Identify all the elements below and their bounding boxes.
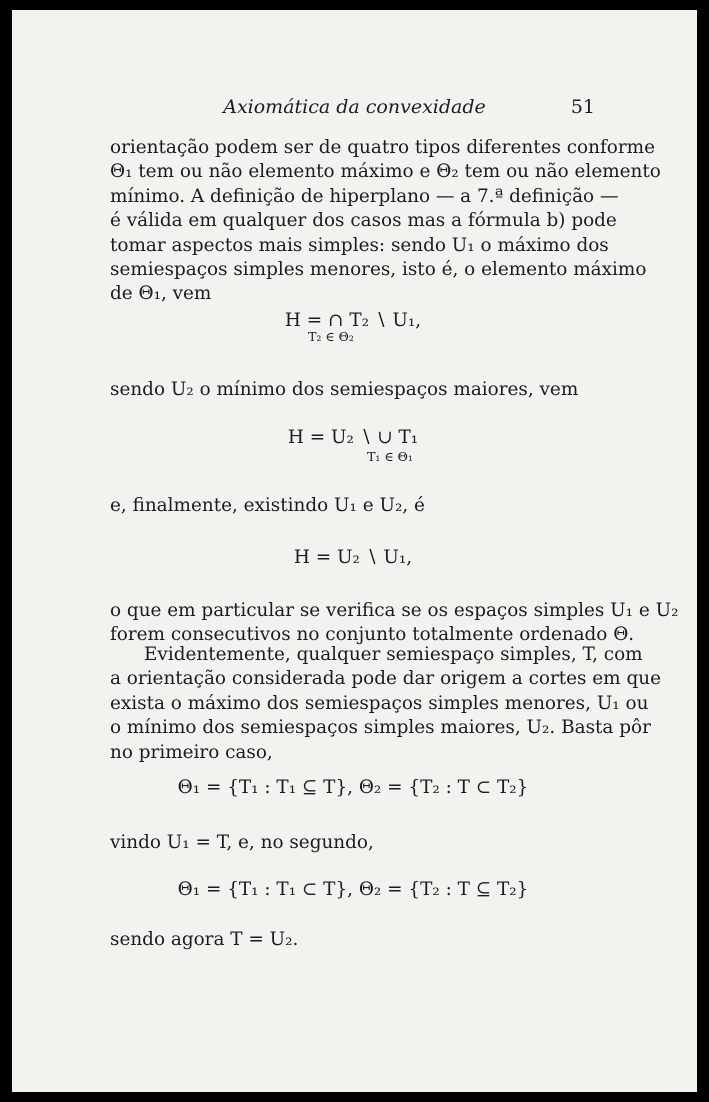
formula-cuts-first-case: Θ₁ = {T₁ : T₁ ⊆ T}, Θ₂ = {T₂ : T ⊂ T₂} bbox=[177, 777, 529, 798]
text-line: e, finalmente, existindo U₁ e U₂, é bbox=[110, 495, 425, 516]
paragraph-evidently bbox=[110, 643, 661, 765]
page-header bbox=[12, 96, 697, 122]
paragraph-minimum bbox=[110, 378, 596, 402]
formula-hyperplane-1: H = ∩ T₂ ∖ U₁, bbox=[284, 310, 422, 331]
formula-cuts-second-case: Θ₁ = {T₁ : T₁ ⊂ T}, Θ₂ = {T₂ : T ⊆ T₂} bbox=[177, 879, 529, 900]
text-line: sendo U₂ o mínimo dos semiespaços maiores, vem bbox=[110, 379, 579, 400]
text-line: forem consecutivos no conjunto totalmente ordenado Θ. bbox=[110, 624, 635, 646]
text-line: no primeiro caso, bbox=[110, 741, 273, 763]
formula-hyperplane-1-subscript: T₂ ∈ Θ₂ bbox=[308, 329, 354, 344]
text-line: a orientação considerada pode dar origem a cortes em que bbox=[110, 668, 661, 690]
paragraph-finally bbox=[110, 494, 596, 518]
text-line: o que em particular se verifica se os espaços simples U₁ e U₂ bbox=[110, 600, 679, 621]
text-line: o mínimo dos semiespaços simples maiores, U₂. Basta pôr bbox=[110, 717, 651, 739]
text-line: sendo agora T = U₂. bbox=[110, 929, 299, 950]
formula-hyperplane-3: H = U₂ ∖ U₁, bbox=[293, 547, 413, 568]
text-line: de Θ₁, vem bbox=[110, 283, 212, 305]
page-number: 51 bbox=[570, 96, 595, 118]
paragraph-orientation bbox=[110, 136, 661, 307]
text-line: Θ₁ tem ou não elemento máximo e Θ₂ tem ou não elemento bbox=[110, 161, 661, 183]
text-line: semiespaços simples menores, isto é, o elemento máximo bbox=[110, 259, 647, 281]
text-line: Evidentemente, qualquer semiespaço simples, T, com bbox=[144, 644, 643, 665]
text-line: vindo U₁ = T, e, no segundo, bbox=[110, 832, 374, 853]
paragraph-consecutive bbox=[110, 599, 679, 648]
formula-hyperplane-2: H = U₂ ∖ ∪ T₁ bbox=[287, 427, 419, 448]
text-line: tomar aspectos mais simples: sendo U₁ o máximo dos bbox=[110, 234, 609, 256]
paragraph-now bbox=[110, 928, 596, 952]
book-page bbox=[12, 10, 697, 1092]
formula-hyperplane-2-subscript: T₁ ∈ Θ₁ bbox=[367, 449, 413, 464]
text-line: é válida em qualquer dos casos mas a fórmula b) pode bbox=[110, 210, 617, 232]
paragraph-second-case bbox=[110, 831, 596, 855]
text-line: exista o máximo dos semiespaços simples menores, U₁ ou bbox=[110, 692, 649, 714]
text-line: mínimo. A definição de hiperplano — a 7.ª definição — bbox=[110, 185, 619, 207]
running-title: Axiomática da convexidade bbox=[223, 96, 486, 118]
text-line: orientação podem ser de quatro tipos diferentes conforme bbox=[110, 137, 655, 158]
